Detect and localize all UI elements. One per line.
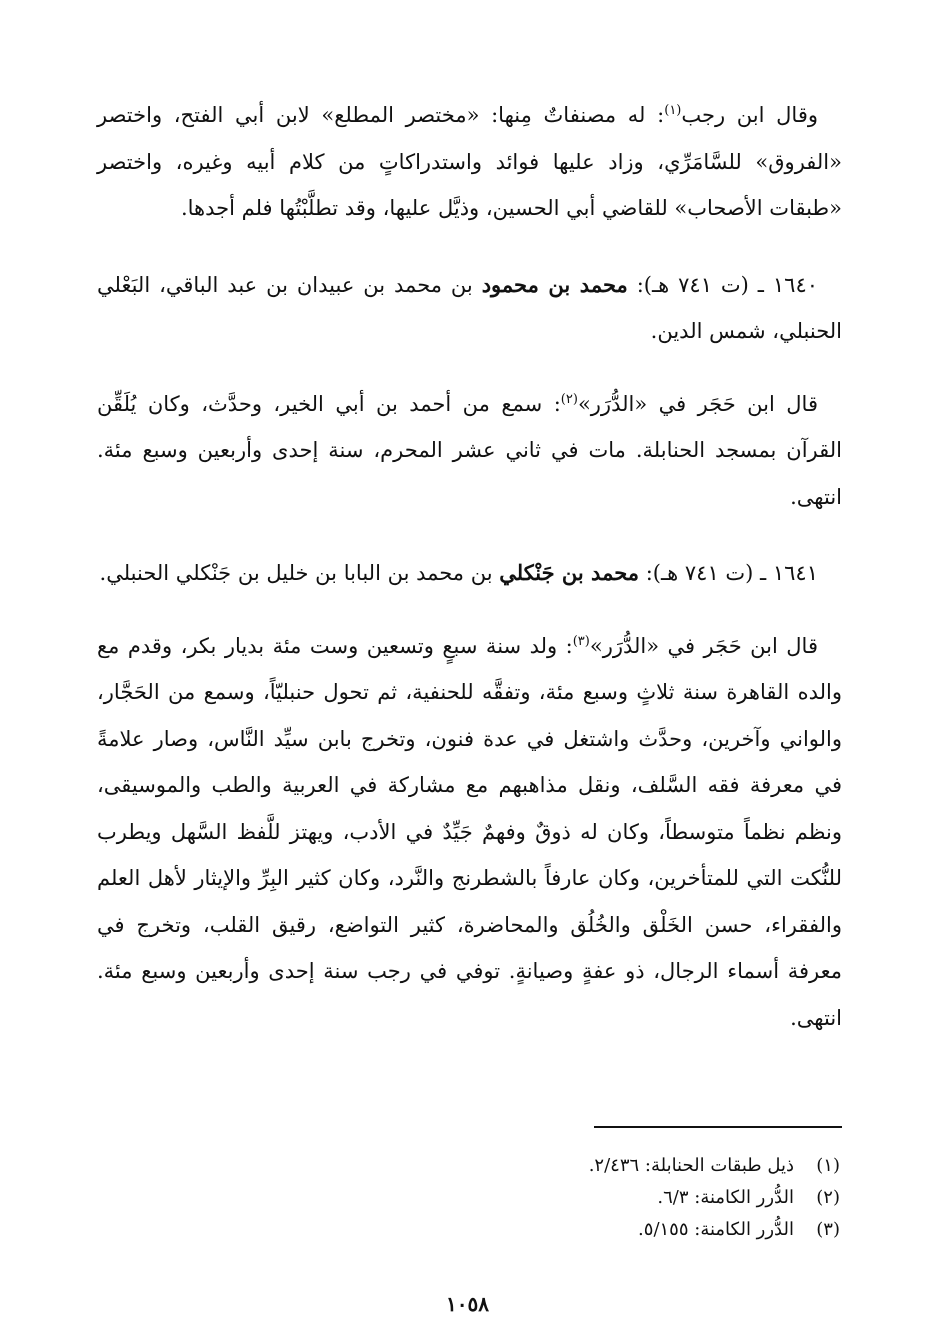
paragraph-text-rest: : له مصنفاتٌ مِنها: «مختصر المطلع» لابن أبي الفتح، واختصر «الفروق» للسَّامَرِّي، وزاد عليها فوائد واستدراكاتٍ من كلام أبيه وغيره، واختصر «طبقات الأصحاب» للقاضي أبي الحسين، وذيَّل عليها، وقد تطلَّبْتُها فلم أجدها.	[97, 103, 842, 220]
entry-lineage: بن محمد بن البابا بن خليل بن جَنْكلي الحنبلي.	[99, 561, 500, 585]
footnote-number: (٣)	[816, 1219, 840, 1240]
main-text	[97, 92, 842, 1041]
paragraph-text-rest: : ولد سنة سبعٍ وتسعين وست مئة بديار بكر، وقدم مع والده القاهرة سنة ثلاثٍ وسبع مئة، وتفقَّه للحنفية، ثم تحول حنبليّاً، وسمع من الحَجَّار، والواني وآخرين، وحدَّث واشتغل في عدة فنون، وتخرج بابن سيِّد النَّاس، وصار علامةً في معرفة فقه السَّلف، ونقل مذاهبهم مع مشاركة في العربية والطب والموسيقى، ونظم نظماً متوسطاً، وكان له ذوقٌ وفهمٌ جَيِّدٌ في الأدب، ويهتز للَّفظ السَّهل ويطرب للنُّكت التي للمتأخرين، وكان عارفاً بالشطرنج والنَّرد، وكان كثير البِرِّ والإيثار لأهل العلم والفقراء، حسن الخَلْق والخُلُق والمحاضرة، كثير التواضع، رقيق القلب، وتخرج في معرفة أسماء الرجال، ذو عفةٍ وصيانةٍ. توفي في رجب سنة إحدى وأربعين وسبع مئة. انتهى.	[97, 633, 842, 1030]
footnote-number: (١)	[816, 1155, 840, 1176]
footnote-2	[140, 1182, 840, 1214]
entry-name: محمد بن محمود	[481, 271, 628, 297]
footnote-1	[140, 1150, 840, 1182]
paragraph-ibn-hajar-1	[97, 381, 842, 521]
paragraph-text-start: قال ابن حَجَر في «الدُّرَر»	[577, 391, 818, 416]
paragraph-text-rest: : سمع من أحمد بن أبي الخير، وحدَّث، وكان يُلَقِّن القرآن بمسجد الحنابلة. مات في ثاني عشر المحرم، سنة إحدى وأربعين وسبع مئة. انتهى.	[97, 391, 842, 509]
footnote-text: الدُّرر الكامنة: ٥/١٥٥.	[638, 1219, 794, 1240]
paragraph-text-start: وقال ابن رجب	[681, 103, 818, 127]
footnote-3	[140, 1214, 840, 1246]
entry-number-date: ١٦٤١ ـ (ت ٧٤١ هـ):	[639, 561, 818, 585]
paragraph-ibn-rajab	[97, 92, 842, 232]
entry-lineage: بن محمد بن عبيدان بن عبد الباقي، البَعْلي الحنبلي، شمس الدين.	[97, 272, 842, 343]
footnote-number: (٢)	[816, 1187, 840, 1208]
footnote-ref-3: (٣)	[572, 633, 590, 649]
entry-name: محمد بن جَنْكلي	[499, 560, 640, 585]
entry-1641	[97, 550, 842, 597]
footnote-text: ذيل طبقات الحنابلة: ٢/٤٣٦.	[588, 1155, 794, 1176]
footnote-ref-2: (٢)	[560, 391, 578, 407]
footnote-text: الدُّرر الكامنة: ٦/٣.	[657, 1187, 794, 1208]
footnote-divider	[594, 1126, 842, 1128]
footnotes	[140, 1150, 840, 1246]
paragraph-text-start: قال ابن حَجَر في «الدُّرَر»	[589, 633, 818, 658]
footnote-ref-1: (١)	[664, 103, 682, 118]
paragraph-ibn-hajar-2	[97, 623, 842, 1042]
entry-1640	[97, 262, 842, 355]
page-number: ١٠٥٨	[446, 1292, 489, 1316]
entry-number-date: ١٦٤٠ ـ (ت ٧٤١ هـ):	[627, 272, 819, 297]
